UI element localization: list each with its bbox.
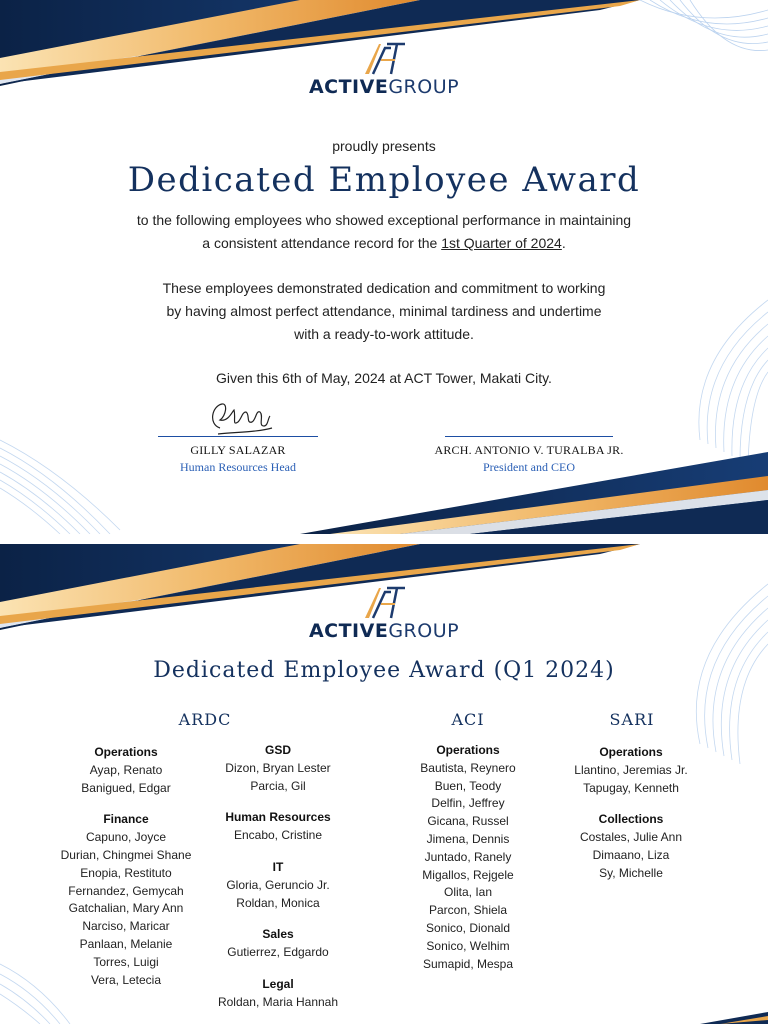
awardee-name: Jimena, Dennis (426, 831, 510, 846)
awardee-name: Sonico, Welhim (426, 938, 510, 953)
award-dedication-text: These employees demonstrated dedication and commitment to working by having almost perfect attendance, minimal tardiness and undertime with a ready-to-work attitude. (162, 280, 606, 342)
company-wordmark: ACTIVEGROUP (308, 620, 460, 642)
department-heading: Finance (103, 812, 149, 827)
signatory-name: ARCH. ANTONIO V. TURALBA JR. (434, 443, 624, 457)
company-heading-aci: ACI (451, 710, 485, 729)
department-heading: Human Resources (225, 810, 331, 825)
awardee-name: Llantino, Jeremias Jr. (574, 762, 688, 777)
awardee-name: Migallos, Rejgele (422, 867, 514, 882)
awardee-name: Delfin, Jeffrey (431, 796, 505, 811)
department-heading: Operations (94, 745, 158, 759)
awardee-column-aci (398, 742, 538, 973)
awardee-name: Narciso, Maricar (82, 919, 170, 934)
awardee-name: Fernandez, Gemycah (68, 883, 184, 898)
given-date-text: Given this 6th of May, 2024 at ACT Tower, Makati City. (216, 370, 552, 386)
quarter-text: 1st Quarter of 2024 (441, 235, 562, 251)
awardee-name: Gloria, Geruncio Jr. (226, 877, 330, 892)
company-heading-sari: SARI (609, 710, 655, 729)
signatory-role: Human Resources Head (180, 460, 296, 474)
handwritten-signature-icon (198, 398, 278, 438)
awardee-name: Ayap, Renato (89, 762, 163, 777)
awardee-name: Durian, Chingmei Shane (60, 847, 192, 862)
department-heading: Operations (436, 743, 500, 757)
department-heading: Sales (262, 927, 294, 942)
awardee-name: Tapugay, Kenneth (583, 780, 679, 795)
department-heading: IT (272, 859, 284, 874)
awardee-name: Bautista, Reynero (420, 760, 516, 775)
awardee-name: Vera, Letecia (90, 972, 162, 987)
awardee-name: Enopia, Restituto (80, 865, 172, 880)
signatory-name: GILLY SALAZAR (190, 443, 286, 457)
list-title: Dedicated Employee Award (Q1 2024) (153, 658, 615, 683)
signatory-hr (158, 398, 318, 475)
awardee-list-page (0, 544, 768, 1024)
awardee-column-ardc-1 (56, 744, 196, 989)
awardee-name: Costales, Julie Ann (579, 830, 683, 845)
awardee-name: Juntado, Ranely (424, 849, 512, 864)
awardee-name: Dizon, Bryan Lester (225, 760, 331, 775)
awardee-name: Panlaan, Melanie (79, 936, 173, 951)
awardee-name: Torres, Luigi (93, 954, 159, 969)
department-heading: Legal (262, 976, 294, 991)
department-heading: GSD (264, 743, 291, 757)
department-heading: Collections (598, 812, 664, 827)
page-gap (0, 534, 768, 544)
awardee-name: Gicana, Russel (427, 814, 509, 829)
department-heading: Operations (599, 745, 663, 759)
awardee-name: Roldan, Maria Hannah (217, 994, 339, 1009)
act-logo-mark-icon (361, 584, 407, 620)
awardee-name: Roldan, Monica (236, 895, 320, 910)
company-heading-ardc: ARDC (178, 710, 232, 729)
award-title: Dedicated Employee Award (127, 160, 641, 200)
awardee-name: Sumapid, Mespa (422, 956, 514, 971)
presents-text: proudly presents (332, 138, 436, 154)
awardee-name: Encabo, Cristine (233, 828, 323, 843)
awardee-name: Sonico, Dionald (425, 920, 511, 935)
company-wordmark: ACTIVEGROUP (308, 76, 460, 98)
company-logo (0, 584, 768, 642)
act-logo-mark-icon (361, 40, 407, 76)
awardee-name: Parcia, Gil (250, 778, 306, 793)
signatory-ceo (410, 436, 648, 475)
awardee-name: Banigued, Edgar (81, 780, 171, 795)
awardee-column-sari (561, 744, 701, 883)
awardee-name: Gatchalian, Mary Ann (68, 901, 184, 916)
awardee-name: Buen, Teody (434, 778, 502, 793)
awardee-name: Capuno, Joyce (85, 830, 167, 845)
awardee-name: Sy, Michelle (599, 865, 663, 880)
company-logo (0, 40, 768, 98)
awardee-column-ardc-2 (208, 742, 348, 1012)
awardee-name: Gutierrez, Edgardo (227, 945, 329, 960)
awardee-name: Parcon, Shiela (428, 903, 508, 918)
awardee-name: Olita, Ian (443, 885, 493, 900)
awardee-name: Dimaano, Liza (592, 847, 670, 862)
signatory-role: President and CEO (483, 460, 575, 474)
award-description: to the following employees who showed exceptional performance in maintaining a consistent attendance record for the 1st Quarter of 2024. (136, 212, 632, 251)
